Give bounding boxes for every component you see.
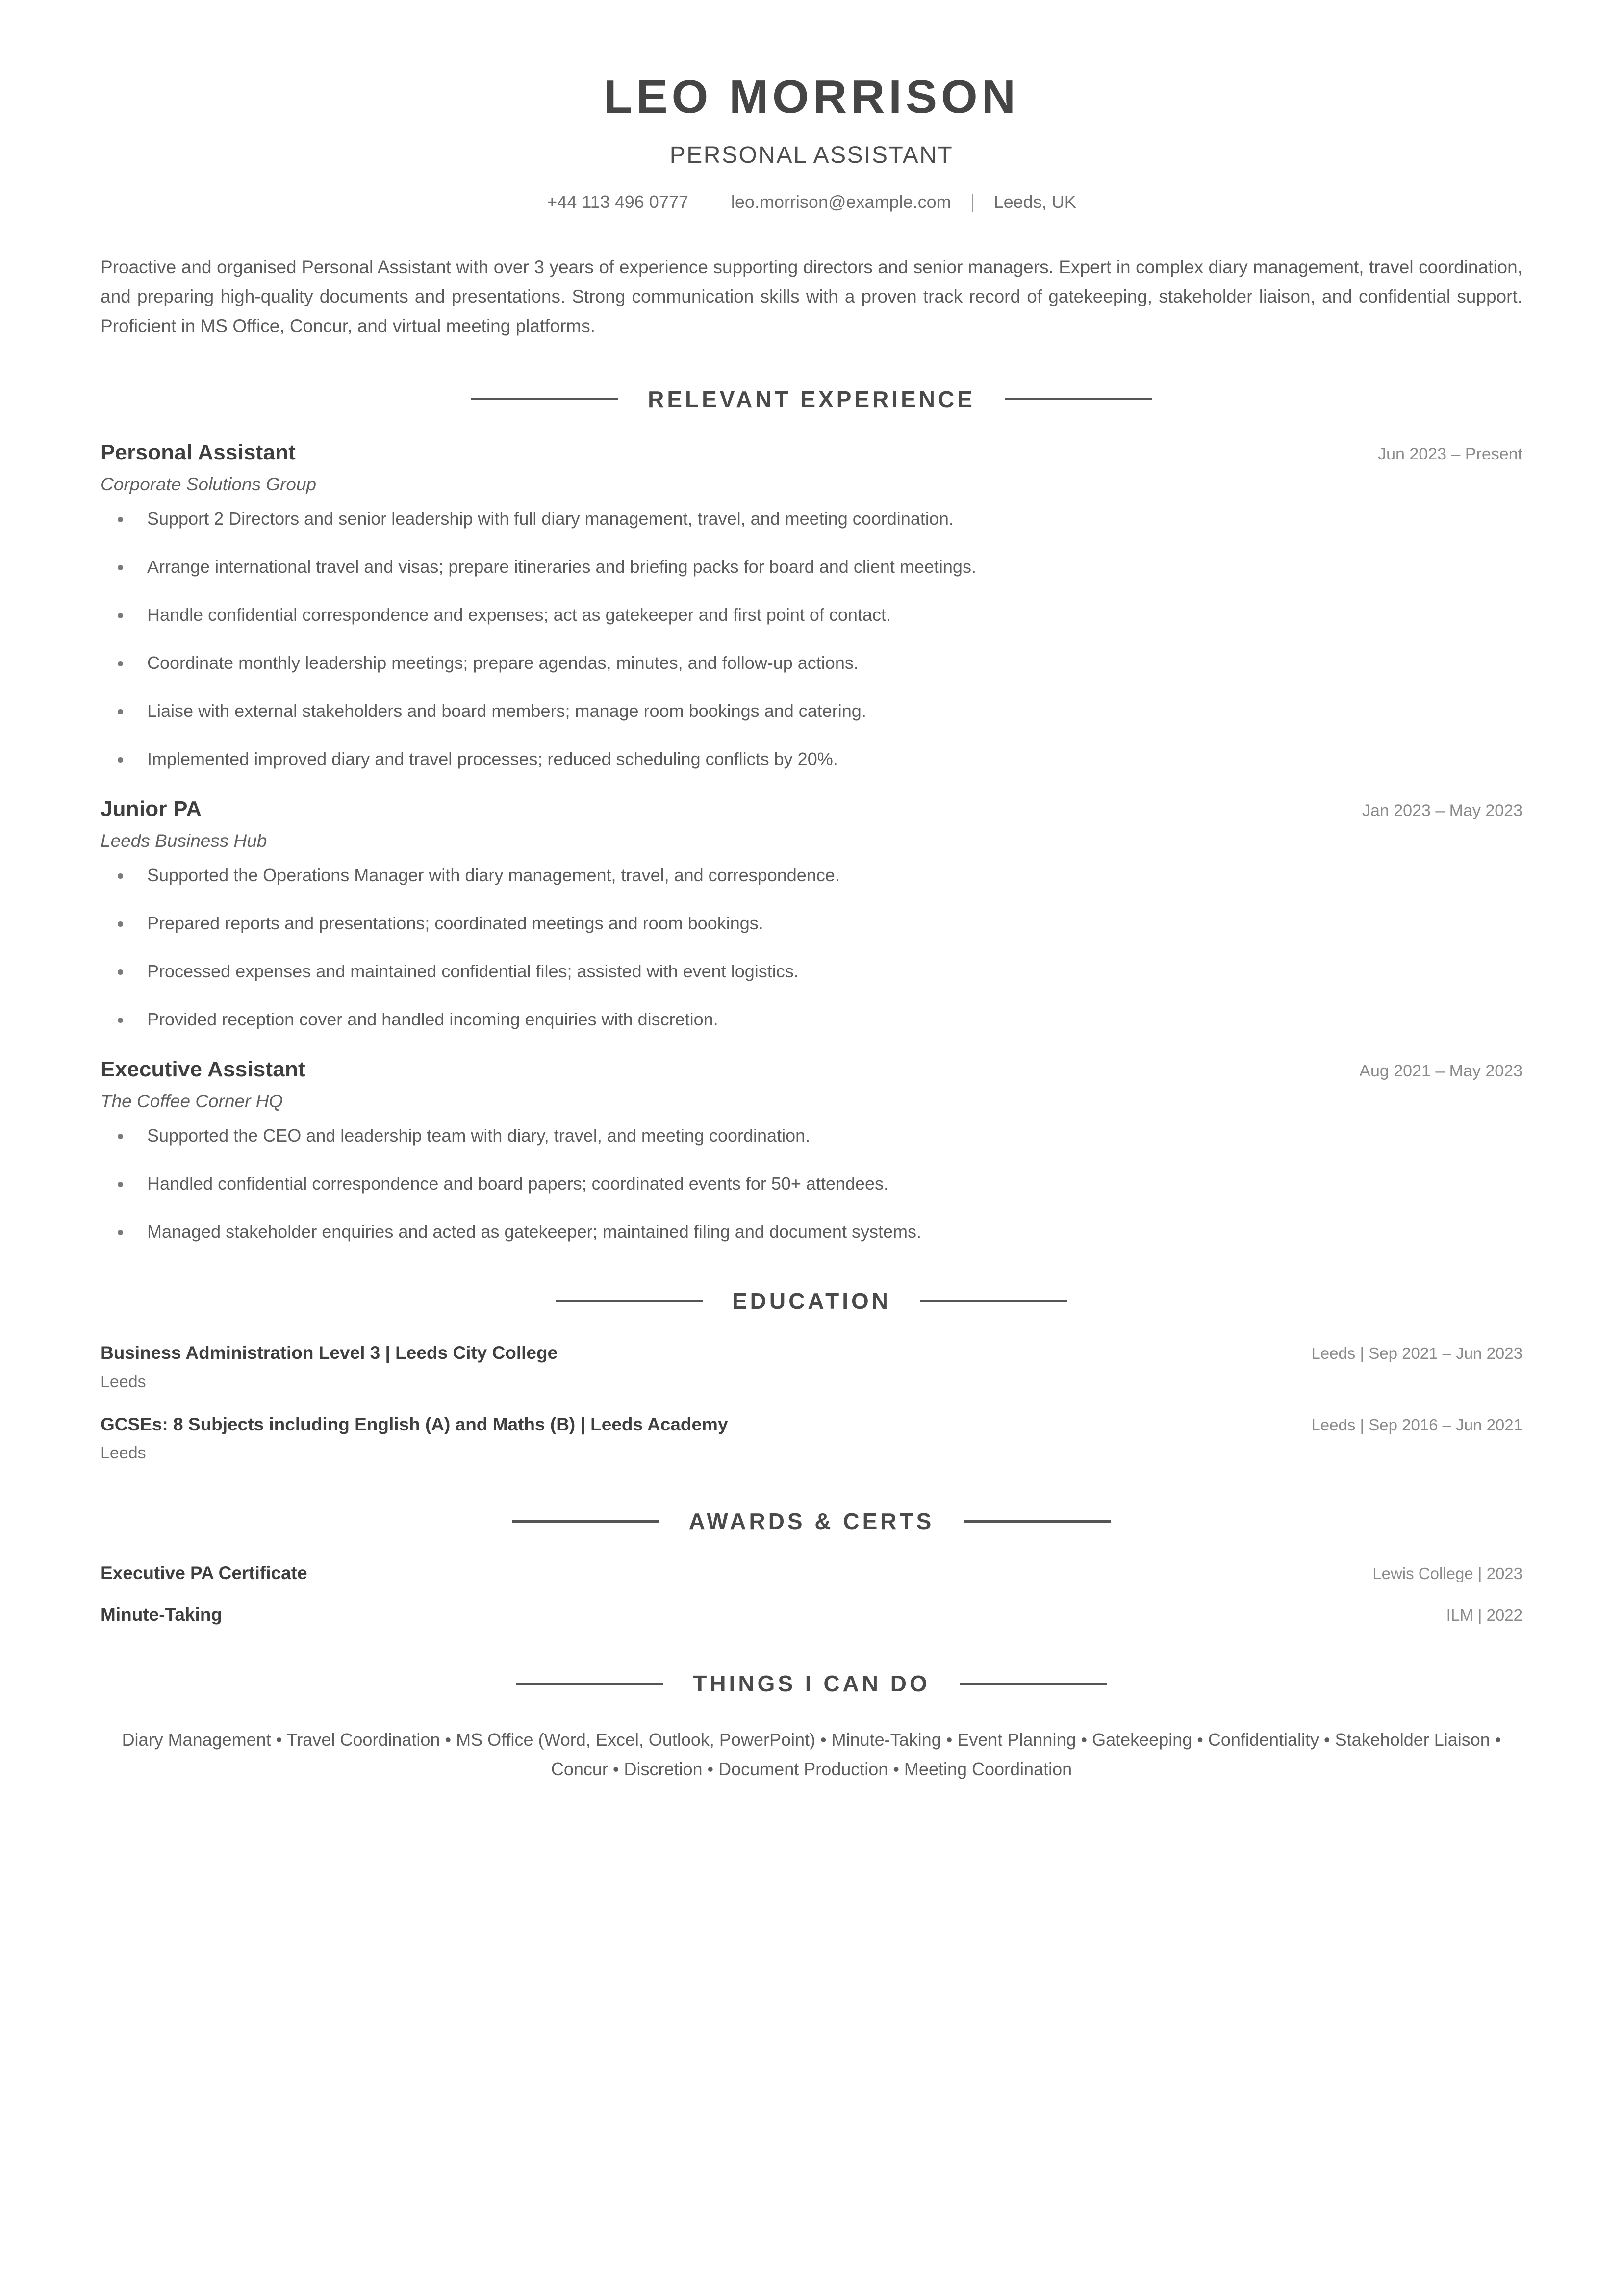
experience-item <box>101 441 1522 770</box>
award-item <box>101 1605 1522 1626</box>
job-bullet: Arrange international travel and visas; prepare itineraries and briefing packs for board and client meetings. <box>101 556 1522 578</box>
award-meta: ILM | 2022 <box>1446 1606 1522 1624</box>
candidate-name: LEO MORRISON <box>603 71 1019 123</box>
job-bullet: Managed stakeholder enquiries and acted as gatekeeper; maintained filing and document systems. <box>101 1221 1522 1243</box>
job-bullet: Coordinate monthly leadership meetings; prepare agendas, minutes, and follow-up actions. <box>101 652 1522 674</box>
job-bullet: Supported the CEO and leadership team with diary, travel, and meeting coordination. <box>101 1124 1522 1147</box>
section-heading-education <box>101 1290 1522 1312</box>
contact-divider-icon <box>972 194 973 212</box>
heading-rule-left-icon <box>556 1300 703 1302</box>
job-bullets <box>101 508 1522 770</box>
awards-list <box>101 1563 1522 1625</box>
experience-item <box>101 1058 1522 1243</box>
job-bullet: Processed expenses and maintained confidential files; assisted with event logistics. <box>101 960 1522 982</box>
award-meta: Lewis College | 2023 <box>1372 1564 1522 1583</box>
heading-rule-left-icon <box>471 398 618 400</box>
section-title-skills: THINGS I CAN DO <box>693 1671 930 1697</box>
heading-rule-right-icon <box>964 1520 1111 1523</box>
education-list <box>101 1343 1522 1463</box>
professional-summary: Proactive and organised Personal Assistant with over 3 years of experience supporting directors and senior managers. Expert in complex diary management, travel coordination, and preparing high-quality documents and presentations. Strong communication skills with a proven track record of gatekeeping, stakeholder liaison, and confidential support. Proficient in MS Office, Concur, and virtual meeting platforms. <box>101 257 1522 336</box>
skills-line: Diary Management • Travel Coordination • MS Office (Word, Excel, Outlook, PowerPoint) • Minute-Taking • Event Planning • Gatekeeping • Confidentiality • <box>122 1730 1330 1750</box>
education-item-header <box>101 1343 1522 1364</box>
award-item <box>101 1563 1522 1584</box>
job-title: Junior PA <box>101 796 202 821</box>
job-bullets <box>101 864 1522 1030</box>
section-heading-awards <box>101 1510 1522 1532</box>
heading-rule-right-icon <box>920 1300 1067 1302</box>
job-bullet: Liaise with external stakeholders and board members; manage room bookings and catering. <box>101 700 1522 722</box>
education-location: Leeds <box>101 1372 146 1391</box>
job-company: Leeds Business Hub <box>101 831 267 851</box>
experience-item-header <box>101 797 1522 821</box>
job-dates: Aug 2021 – May 2023 <box>1359 1061 1522 1080</box>
job-title: Personal Assistant <box>101 440 296 464</box>
section-heading-skills <box>101 1672 1522 1695</box>
job-title: Executive Assistant <box>101 1057 305 1081</box>
award-title: Minute-Taking <box>101 1604 223 1625</box>
education-item-header <box>101 1414 1522 1435</box>
job-dates: Jan 2023 – May 2023 <box>1362 801 1522 820</box>
contact-phone: +44 113 496 0777 <box>547 192 688 212</box>
candidate-role: PERSONAL ASSISTANT <box>669 142 954 168</box>
job-bullet: Prepared reports and presentations; coordinated meetings and room bookings. <box>101 912 1522 934</box>
education-title: Business Administration Level 3 | Leeds City College <box>101 1343 558 1363</box>
job-bullet: Supported the Operations Manager with diary management, travel, and correspondence. <box>101 864 1522 886</box>
section-title-awards: AWARDS & CERTS <box>688 1508 935 1534</box>
education-location: Leeds <box>101 1444 146 1463</box>
heading-rule-right-icon <box>960 1683 1107 1685</box>
education-item <box>101 1343 1522 1392</box>
section-heading-experience <box>101 388 1522 410</box>
skills-list <box>101 1725 1522 1784</box>
skills-line: Stakeholder Liaison • Concur • Discretion • Document Production • Meeting Coordination <box>551 1730 1501 1780</box>
contact-location: Leeds, UK <box>993 192 1076 212</box>
job-company: The Coffee Corner HQ <box>101 1091 283 1112</box>
contact-line <box>101 193 1522 211</box>
section-title-experience: RELEVANT EXPERIENCE <box>648 386 975 412</box>
job-bullet: Implemented improved diary and travel processes; reduced scheduling conflicts by 20%. <box>101 748 1522 770</box>
job-bullet: Handle confidential correspondence and expenses; act as gatekeeper and first point of contact. <box>101 604 1522 626</box>
heading-rule-left-icon <box>512 1520 659 1523</box>
job-company: Corporate Solutions Group <box>101 474 317 495</box>
experience-item-header <box>101 1058 1522 1081</box>
job-dates: Jun 2023 – Present <box>1378 444 1522 463</box>
job-bullets <box>101 1124 1522 1243</box>
heading-rule-right-icon <box>1005 398 1152 400</box>
award-title: Executive PA Certificate <box>101 1563 307 1583</box>
experience-item-header <box>101 441 1522 464</box>
job-bullet: Handled confidential correspondence and board papers; coordinated events for 50+ attendees. <box>101 1173 1522 1195</box>
education-title: GCSEs: 8 Subjects including English (A) and Maths (B) | Leeds Academy <box>101 1414 728 1434</box>
education-meta: Leeds | Sep 2016 – Jun 2021 <box>1311 1415 1522 1434</box>
resume-header <box>101 0 1522 211</box>
contact-email: leo.morrison@example.com <box>731 192 951 212</box>
job-bullet: Support 2 Directors and senior leadership with full diary management, travel, and meeting coordination. <box>101 508 1522 530</box>
award-item-header <box>101 1563 1522 1584</box>
job-bullet: Provided reception cover and handled incoming enquiries with discretion. <box>101 1008 1522 1030</box>
experience-item <box>101 797 1522 1030</box>
section-title-education: EDUCATION <box>732 1288 891 1314</box>
heading-rule-left-icon <box>516 1683 663 1685</box>
education-item <box>101 1414 1522 1463</box>
award-item-header <box>101 1605 1522 1626</box>
education-meta: Leeds | Sep 2021 – Jun 2023 <box>1311 1344 1522 1363</box>
experience-list <box>101 441 1522 1243</box>
